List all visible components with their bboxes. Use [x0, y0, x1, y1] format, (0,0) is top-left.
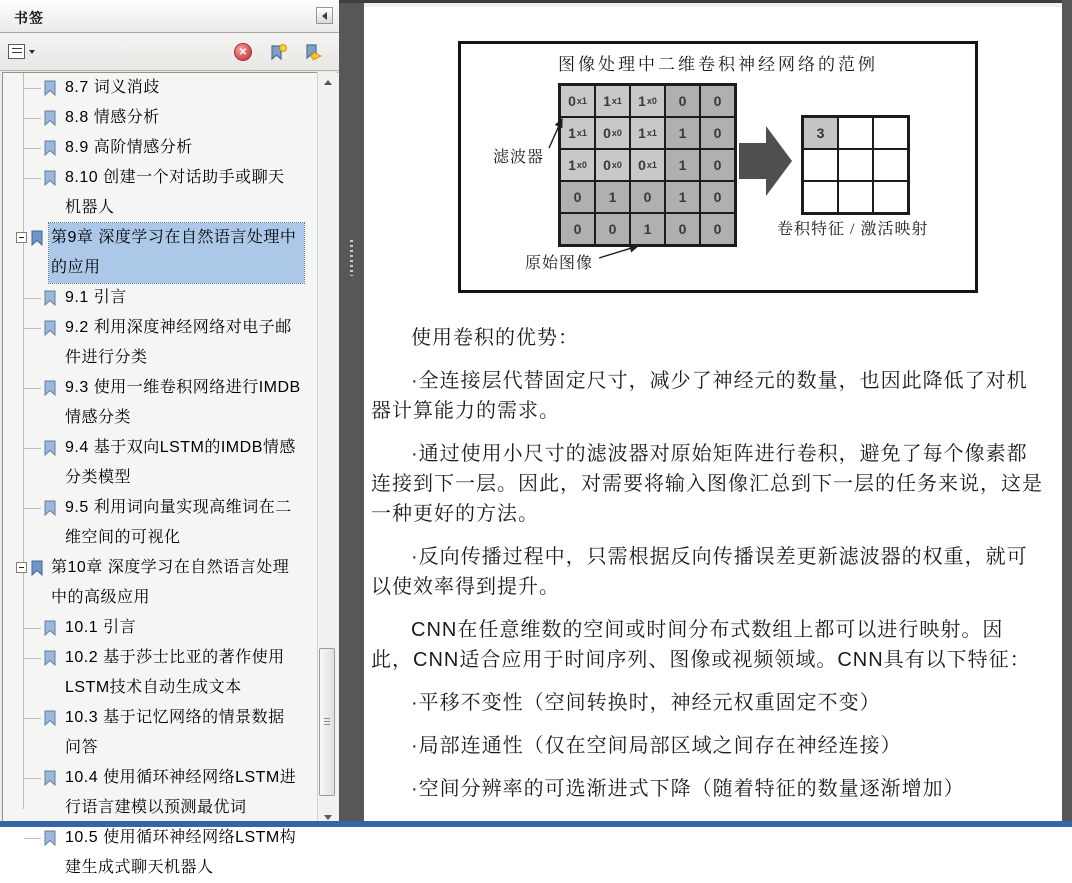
bookmark-item[interactable]: [3, 283, 338, 313]
original-image-label: 原始图像: [525, 255, 594, 272]
output-grid: [801, 115, 910, 215]
bookmark-item[interactable]: [3, 763, 338, 823]
bookmark-item[interactable]: [3, 493, 338, 553]
bookmark-flag-icon: [43, 440, 57, 461]
body-paragraph: ·局部连通性（仅在空间局部区域之间存在神经连接）: [411, 735, 902, 757]
output-cell: [874, 150, 907, 180]
bookmark-flag-icon: [43, 140, 57, 161]
taskbar-top-edge: [0, 821, 1072, 827]
bookmark-label[interactable]: 9.5 利用词向量实现高维词在二维空间的可视化: [65, 499, 292, 546]
body-paragraph: ·通过使用小尺寸的滤波器对原始矩阵进行卷积，避免了每个像素都连接到下一层。因此，对需要将输入图像汇总到下一层的任务来说，这是一种更好的方法。: [371, 443, 1043, 525]
matrix-cell: 1 x1: [561, 118, 594, 148]
scrollbar-thumb[interactable]: [319, 648, 335, 796]
block-right-arrow-icon: [739, 126, 792, 196]
bookmark-label[interactable]: 10.4 使用循环神经网络LSTM进行语言建模以预测最优词: [65, 769, 297, 816]
left-arrow-icon: [318, 12, 327, 20]
bookmark-label[interactable]: 第9章 深度学习在自然语言处理中的应用: [49, 223, 304, 283]
matrix-cell: 1 x0: [631, 86, 664, 116]
matrix-cell: 0: [561, 182, 594, 212]
bookmark-item[interactable]: [3, 703, 338, 763]
output-cell: [874, 182, 907, 212]
panel-resize-gutter: [339, 0, 364, 827]
body-paragraph: ·空间分辨率的可选渐进式下降（随着特征的数量逐渐增加）: [411, 778, 965, 800]
matrix-cell: 0: [596, 214, 629, 244]
bookmarks-panel: [0, 0, 339, 876]
matrix-cell: 1: [631, 214, 664, 244]
bookmark-flag-icon: [30, 560, 44, 581]
bookmark-label[interactable]: 10.5 使用循环神经网络LSTM构建生成式聊天机器人: [65, 829, 297, 876]
matrix-cell: 0 x1: [561, 86, 594, 116]
bookmark-label[interactable]: 8.10 创建一个对话助手或聊天机器人: [65, 169, 285, 216]
bookmark-item[interactable]: [3, 103, 338, 133]
bookmark-flag-icon: [43, 650, 57, 671]
matrix-cell: 0: [561, 214, 594, 244]
page-top-shade: [364, 3, 1062, 7]
bookmark-label[interactable]: 10.1 引言: [65, 619, 137, 636]
document-area: [364, 0, 1062, 827]
bookmark-item[interactable]: [3, 373, 338, 433]
bookmark-label[interactable]: 8.8 情感分析: [65, 109, 160, 126]
matrix-cell: 0 x1: [631, 150, 664, 180]
filter-label: 滤波器: [493, 149, 545, 166]
scroll-up-button[interactable]: [318, 72, 337, 92]
body-paragraph: CNN在任意维数的空间或时间分布式数组上都可以进行映射。因此，CNN适合应用于时间序列、图像或视频领域。CNN具有以下特征：: [371, 619, 1031, 671]
matrix-cell: 1 x1: [631, 118, 664, 148]
bookmark-flag-icon: [43, 80, 57, 101]
output-cell: [839, 118, 872, 148]
output-cell: [874, 118, 907, 148]
bookmarks-scrollbar[interactable]: [317, 72, 337, 827]
bookmark-flag-icon: [43, 830, 57, 851]
pdf-page: [364, 3, 1062, 827]
bookmark-item[interactable]: [3, 163, 338, 223]
body-text: [371, 323, 1045, 817]
dropdown-arrow-icon: [29, 50, 35, 57]
bookmark-star-icon: [269, 43, 288, 61]
matrix-cell: 0: [666, 86, 699, 116]
bookmark-label[interactable]: 9.4 基于双向LSTM的IMDB情感分类模型: [65, 439, 296, 486]
matrix-cell: 1: [666, 182, 699, 212]
body-paragraph: ·全连接层代替固定尺寸，减少了神经元的数量，也因此降低了对机器计算能力的需求。: [371, 370, 1028, 422]
matrix-cell: 0: [666, 214, 699, 244]
matrix-cell: 1 x0: [561, 150, 594, 180]
bookmark-flag-icon: [43, 110, 57, 131]
matrix-cell: 0: [701, 182, 734, 212]
bookmark-item[interactable]: [3, 223, 338, 283]
list-menu-icon: [8, 44, 25, 59]
output-cell: 3: [804, 118, 837, 148]
bookmark-label[interactable]: 第10章 深度学习在自然语言处理中的高级应用: [51, 559, 290, 606]
gutter-drag-handle[interactable]: [350, 240, 353, 276]
bookmark-item[interactable]: [3, 823, 338, 883]
red-x-circle-icon: [234, 43, 252, 61]
bookmark-label[interactable]: 8.9 高阶情感分析: [65, 139, 193, 156]
matrix-cell: 0 x0: [596, 118, 629, 148]
matrix-cell: 0: [701, 214, 734, 244]
matrix-cell: 0 x0: [596, 150, 629, 180]
body-paragraph: 使用卷积的优势：: [411, 327, 579, 349]
input-matrix: [558, 83, 737, 247]
bookmark-list: [2, 72, 338, 876]
triangle-up-icon: [324, 76, 332, 85]
bookmark-item[interactable]: [3, 553, 338, 613]
bookmark-item[interactable]: [3, 433, 338, 493]
matrix-cell: 1 x1: [596, 86, 629, 116]
matrix-cell: 1: [596, 182, 629, 212]
bookmark-label[interactable]: 9.1 引言: [65, 289, 127, 306]
window-right-edge: [1062, 0, 1072, 827]
bookmark-label[interactable]: 9.3 使用一维卷积网络进行IMDB情感分类: [65, 379, 301, 426]
bookmark-flag-icon: [43, 320, 57, 341]
delete-bookmark-button[interactable]: [233, 42, 253, 62]
output-cell: [839, 182, 872, 212]
new-bookmark-button[interactable]: [268, 42, 288, 62]
output-cell: [804, 182, 837, 212]
matrix-cell: 1: [666, 150, 699, 180]
bookmark-item[interactable]: [3, 613, 338, 643]
bookmark-flag-icon: [43, 710, 57, 731]
figure-title: 图像处理中二维卷积神经网络的范例: [558, 55, 878, 74]
collapse-minus-icon[interactable]: [16, 232, 27, 243]
bookmark-label[interactable]: 8.7 词义消歧: [65, 79, 160, 96]
bookmark-label[interactable]: 10.2 基于莎士比亚的著作使用LSTM技术自动生成文本: [65, 649, 285, 696]
document-top-edge: [339, 0, 1072, 3]
panel-title: 书签: [14, 10, 44, 26]
panel-titlebar: [0, 0, 339, 33]
matrix-cell: 0: [631, 182, 664, 212]
bookmark-item[interactable]: [3, 73, 338, 103]
matrix-cell: 0: [701, 86, 734, 116]
cnn-figure: [458, 41, 978, 293]
output-label: 卷积特征 / 激活映射: [777, 221, 929, 238]
bookmark-flag-icon: [30, 230, 44, 251]
bookmark-item[interactable]: [3, 643, 338, 703]
toolbar-right-group: [233, 42, 323, 62]
collapse-minus-icon[interactable]: [16, 562, 27, 573]
bookmark-flag-icon: [43, 170, 57, 191]
bookmark-flag-icon: [43, 500, 57, 521]
body-paragraph: ·平移不变性（空间转换时，神经元权重固定不变）: [411, 692, 881, 714]
bookmark-flag-icon: [43, 380, 57, 401]
matrix-cell: 0: [701, 150, 734, 180]
body-paragraph: ·反向传播过程中，只需根据反向传播误差更新滤波器的权重，就可以使效率得到提升。: [371, 546, 1028, 598]
bookmark-arrow-icon: [304, 43, 323, 61]
bookmark-item[interactable]: [3, 313, 338, 373]
bookmark-label[interactable]: 9.2 利用深度神经网络对电子邮件进行分类: [65, 319, 292, 366]
bookmark-flag-icon: [43, 290, 57, 311]
matrix-cell: 1: [666, 118, 699, 148]
bookmark-label[interactable]: 10.3 基于记忆网络的情景数据问答: [65, 709, 285, 756]
output-cell: [839, 150, 872, 180]
bookmark-flag-icon: [43, 770, 57, 791]
goto-bookmark-button[interactable]: [303, 42, 323, 62]
options-menu-button[interactable]: [8, 44, 35, 59]
original-image-arrow: [599, 246, 638, 258]
matrix-cell: 0: [701, 118, 734, 148]
output-cell: [804, 150, 837, 180]
bookmark-item[interactable]: [3, 133, 338, 163]
panel-collapse-button[interactable]: [316, 7, 333, 24]
bookmark-flag-icon: [43, 620, 57, 641]
panel-toolbar: [0, 33, 339, 71]
